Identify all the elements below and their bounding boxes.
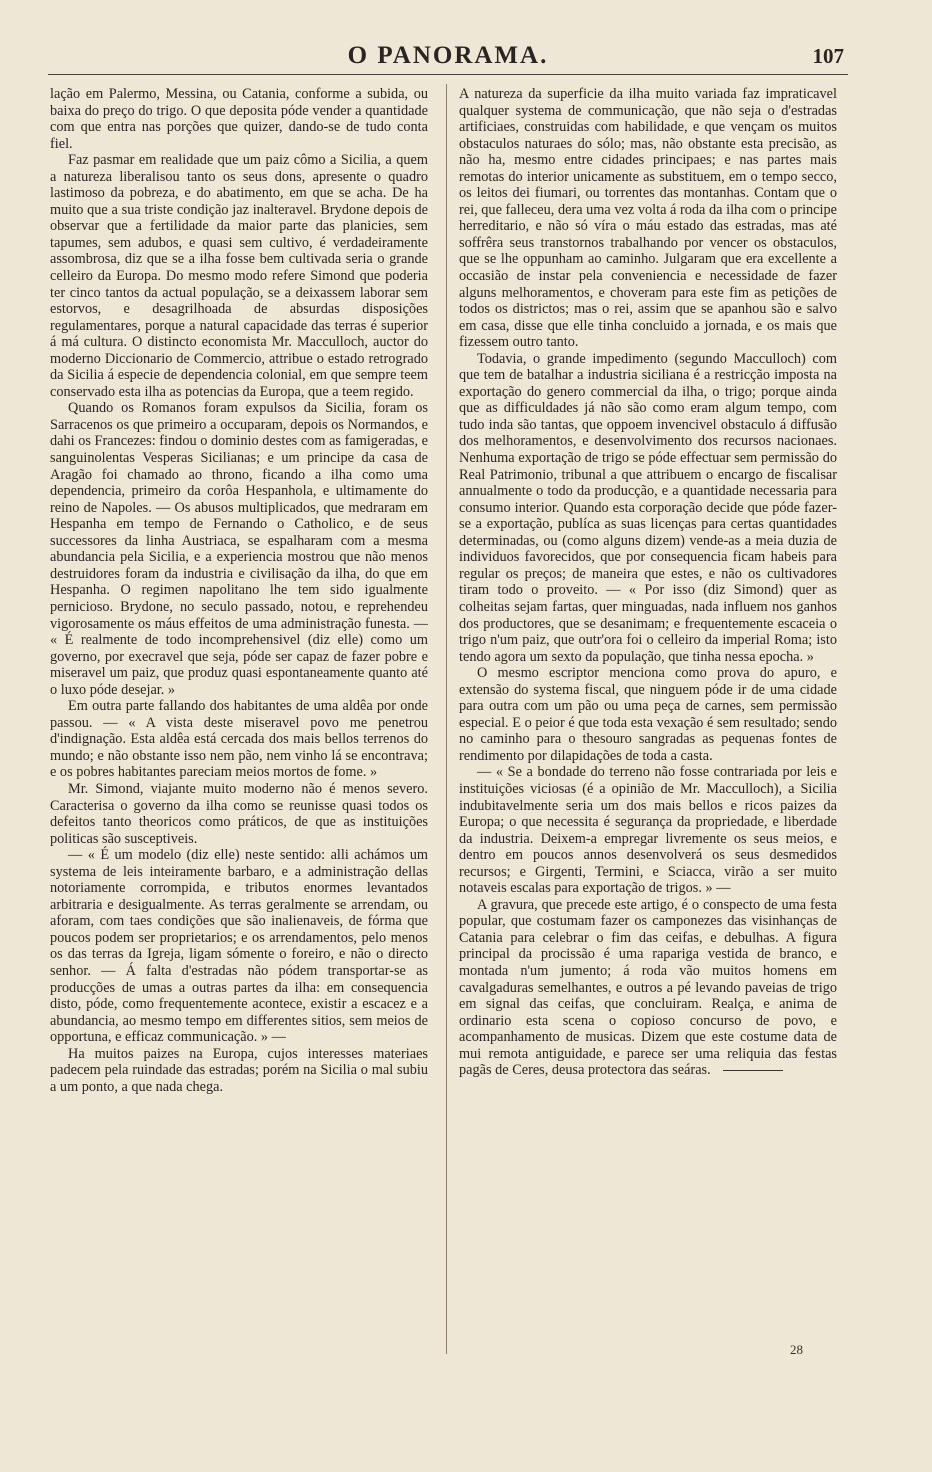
page-header: [48, 40, 848, 75]
paragraph: A natureza da superficie da ilha muito variada faz impraticavel qualquer systema de communicação, que não seja o d'estradas artificiaes, construidas com habilidade, e que vençam os muitos obstaculos naturaes do sólo; mas, não obstante esta precisão, as não ha, mesmo entre cidades principaes; e nas partes mais remotas do interior unicamente as substituem, em o tempo secco, os leitos dei fiumari, ou torrentes das montanhas. Contam que o rei, que falleceu, dera uma vez volta á roda da ilha com o principe herreditario, e não só víra o máu estado das estradas, mas até soffrêra seus transtornos trabalhando por vencer os obstaculos, que se lhe oppunham ao caminho. Julgaram que era excellente a occasião de instar pela conveniencia e necessidade de fazer alguns melhoramentos, e choveram para este fim as petições de todos os districtos; mas o rei, assim que se apanhou são e salvo em casa, disse que elle tinha concluido a jornada, e os mais que fizessem outro tanto.: [459, 86, 837, 351]
paragraph: — « É um modelo (diz elle) neste sentido: alli achámos um systema de leis inteiramente barbaro, e a administração dellas notoriamente corrompida, e tributos enormes levantados arbitraria e desigualmente. As terras geralmente se arrendam, ou aforam, com taes condições que são inalienaveis, de fórma que poucos podem ser proprietarios; e os arrendamentos, pelo menos os das terras da Igreja, ligam sómente o foreiro, e não o directo senhor. — Á falta d'estradas não pódem transportar-se as producções de umas a outras partes da ilha: em consequencia disto, póde, como frequentemente acontece, existir a escacez e a abundancia, ao mesmo tempo em differentes sitios, sem meios de opportuna, e efficaz communicação. » —: [50, 847, 428, 1046]
column-right: [459, 86, 837, 1356]
page-number: 107: [812, 44, 844, 68]
paragraph: Ha muitos paizes na Europa, cujos interesses materiaes padecem pela ruindade das estradas; porém na Sicilia o mal subiu a um ponto, a que nada chega.: [50, 1045, 428, 1095]
paragraph: Em outra parte fallando dos habitantes de uma aldêa por onde passou. — « A vista deste miseravel povo me penetrou d'indignação. Esta aldêa está cercada dos mais bellos terrenos do mundo; e não obstante isso nem pão, nem vinho lá se encontrava; e os pobres habitantes pareciam meios mortos de fome. »: [50, 698, 428, 781]
column-divider: [446, 84, 447, 1354]
paragraph: Mr. Simond, viajante muito moderno não é menos severo. Caracterisa o governo da ilha como se reunisse quasi todos os defeitos tanto theoricos como práticos, de que as instituições politicas são susceptiveis.: [50, 780, 428, 847]
column-left: [50, 86, 428, 1356]
paragraph: — « Se a bondade do terreno não fosse contrariada por leis e instituições viciosas (é a opinião de Mr. Macculloch), a Sicilia indubitavelmente seria um dos mais bellos e ricos paizes da Europa; o que necessita é segurança da propriedade, e liberdade da industria. Deixem-a empregar livremente os seus meios, e dentro em poucos annos desenvolverá os seus desmedidos recursos; e Girgenti, Termini, e Sciacca, virão a ser muito notaveis escalas para exportação de trigos. » —: [459, 764, 837, 897]
paragraph: Quando os Romanos foram expulsos da Sicilia, foram os Sarracenos os que primeiro a occuparam, depois os Normandos, e dahi os Francezes: findou o dominio destes com as famigeradas, e sanguinolentas Vesperas Sicilianas; e um principe da casa de Aragão foi chamado ao throno, ficando a ilha como uma dependencia, primeiro da corôa Hespanhola, e ultimamente do reino de Napoles. — Os abusos multiplicados, que medraram em Hespanha em tempo de Fernando o Catholico, e de seus successores da linha Austriaca, se espalharam com a mesma abundancia pela Sicilia, e a experiencia mostrou que não menos destruidores foram da industria e civilisação da ilha, do que em Hespanha. O regimen napolitano lhe tem sido igualmente pernicioso. Brydone, no seculo passado, notou, e reprehendeu vigorosamente os máus effeitos de uma administração funesta. — « É realmente de todo incomprehensivel (diz elle) como um governo, por execravel que seja, póde ser capaz de fazer pobre e miseravel um paiz, que produz quasi espontaneamente quanto até o luxo póde desejar. »: [50, 400, 428, 698]
paragraph: O mesmo escriptor menciona como prova do apuro, e extensão do systema fiscal, que ninguem póde ir de uma cidade para outra com um pão ou uma peça de carnes, sem permissão especial. E o peior é que toda esta vexação é sem resultado; sendo no caminho para o thesouro sangradas as pequenas fontes de rendimento por dilapidações de toda a casta.: [459, 665, 837, 764]
paragraph: Todavia, o grande impedimento (segundo Macculloch) com que tem de batalhar a industria siciliana é a restricção imposta na exportação do genero commercial da ilha, o trigo; porque ainda que as difficuldades já não são como eram algum tempo, com tudo inda são tantas, que oppoem invencivel obstaculo á diffusão dos melhoramentos, e desenvolvimento dos recursos nacionaes. Nenhuma exportação de trigo se póde effectuar sem permissão do Real Patrimonio, tribunal a que attribuem o encargo de fiscalisar annualmente o todo da producção, e a quantidade necessaria para consumo interior. Quando esta corporação decide que póde fazer-se a exportação, publíca as suas licenças para certas quantidades determinadas, ou (como alguns dizem) vende-as a meia duzia de individuos favorecidos, que por consequencia ficam habeis para regular os preços; de maneira que estes, e não os cultivadores tiram todo o proveito. — « Por isso (diz Simond) quer as colheitas sejam fartas, quer minguadas, nada influem nos ganhos dos productores, que se desanimam; e frequentemente escaceia o trigo n'um paiz, que outr'ora foi o celleiro da imperial Roma; isto tendo agora um sexto da população, que tinha nessa epocha. »: [459, 350, 837, 665]
signature-mark: 28: [790, 1342, 803, 1357]
paragraph-text: A gravura, que precede este artigo, é o conspecto de uma festa popular, que costumam fazer os camponezes das visinhanças de Catania para celebrar o fim das ceifas, e debulhas. A figura principal da procissão é uma rapariga vestida de branco, e montada n'um jumento; á roda vão muitos homens em cavalgaduras semelhantes, e outros a pé levando paveias de trigo em signal das ceifas, que concluiram. Realça, e anima de ordinario esta scena o copioso concurso de povo, e acompanhamento de musicas. Dizem que este costume data de mui remota antiguidade, e parece ser uma reliquia das festas pagãs de Ceres, deusa protectora das seáras.: [459, 896, 837, 1079]
end-rule: [723, 1070, 783, 1071]
paragraph: lação em Palermo, Messina, ou Catania, conforme a subida, ou baixa do preço do trigo. O que deposita póde vender a quantidade com que entra nas porções que quizer, dando-se de tudo conta fiel.: [50, 86, 428, 152]
paragraph-last: [459, 897, 837, 1079]
masthead: O PANORAMA.: [347, 42, 549, 69]
paragraph: Faz pasmar em realidade que um paiz cômo a Sicilia, a quem a natureza liberalisou tanto os seus dons, apresente o quadro lastimoso da pobreza, e do abatimento, em que se acha. De ha muito que a sua triste condição jaz inalteravel. Brydone depois de observar que a fertilidade da maior parte das planicies, sem tapumes, sem adubos, e quasi sem cultivo, é verdadeiramente assombrosa, diz que se a ilha fosse bem cultivada seria o grande celleiro da Europa. Do mesmo modo refere Simond que poderia ter cinco tantos da actual população, se a deixassem laborar sem estorvos, e desagrilhoada de absurdas disposições regulamentares, porque a natural capacidade das terras é superior á má cultura. O distincto economista Mr. Macculloch, auctor do moderno Diccionario de Commercio, attribue o estado retrogrado da Sicilia á especie de dependencia colonial, em que sempre teem conservado esta ilha as potencias da Europa, que a teem regido.: [50, 152, 428, 400]
